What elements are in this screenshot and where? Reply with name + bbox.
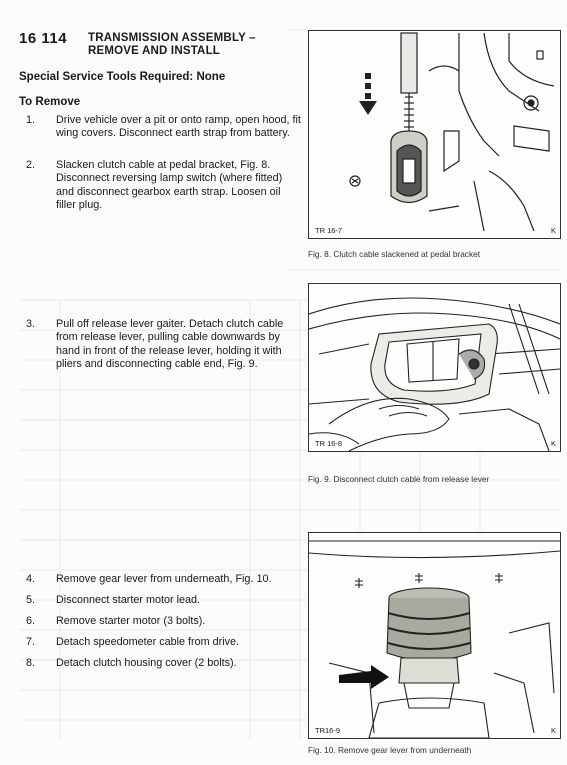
step-number: 7. bbox=[26, 636, 36, 648]
section-title: TRANSMISSION ASSEMBLY – REMOVE AND INSTALL bbox=[88, 32, 256, 57]
figure-9-caption: Fig. 9. Disconnect clutch cable from release lever bbox=[308, 474, 490, 484]
step-text: Detach speedometer cable from drive. bbox=[56, 636, 240, 648]
step-text: Pull off release lever gaiter. Detach clutch cable from release lever, pulling cable downwards by hand in front of the release lever, holding it with pliers and disconnecting cable end, Fig. 9. bbox=[56, 318, 284, 371]
step-number: 2. bbox=[26, 159, 36, 171]
figure-8-caption: Fig. 8. Clutch cable slackened at pedal bracket bbox=[308, 249, 481, 259]
figure-code: TR 16-7 bbox=[315, 226, 343, 235]
figure-10-caption: Fig. 10. Remove gear lever from underneath bbox=[308, 745, 472, 755]
step-number: 1. bbox=[26, 114, 36, 126]
figure-code: TR 16-8 bbox=[315, 439, 343, 448]
gear-lever-drawing bbox=[309, 533, 560, 738]
to-remove-subheading: To Remove bbox=[19, 96, 81, 108]
clutch-cable-drawing bbox=[309, 31, 560, 238]
step-text: Detach clutch housing cover (2 bolts). bbox=[56, 657, 237, 669]
step-text: Remove gear lever from underneath, Fig. 10. bbox=[56, 573, 272, 585]
figure-8-illustration bbox=[308, 30, 561, 239]
figure-code: TR16-9 bbox=[315, 726, 341, 735]
step-number: 6. bbox=[26, 615, 36, 627]
special-tools-line: Special Service Tools Required: None bbox=[19, 71, 226, 83]
step-number: 4. bbox=[26, 573, 36, 585]
figure-corner-mark: K bbox=[550, 726, 556, 735]
step-text: Drive vehicle over a pit or onto ramp, open hood, fit wing covers. Disconnect earth strap from battery. bbox=[56, 114, 301, 140]
section-number: 16 114 bbox=[19, 30, 68, 47]
step-number: 5. bbox=[26, 594, 36, 606]
step-text: Disconnect starter motor lead. bbox=[56, 594, 201, 606]
figure-10-illustration bbox=[308, 532, 561, 739]
figure-corner-mark: K bbox=[550, 226, 556, 235]
step-number: 3. bbox=[26, 318, 36, 330]
step-text: Remove starter motor (3 bolts). bbox=[56, 615, 206, 627]
release-lever-drawing bbox=[309, 284, 560, 451]
step-text: Slacken clutch cable at pedal bracket, Fig. 8. Disconnect reversing lamp switch (where fitted) and disconnect gearbox earth strap. Loosen oil filler plug. bbox=[56, 159, 283, 212]
figure-9-illustration bbox=[308, 283, 561, 452]
step-number: 8. bbox=[26, 657, 36, 669]
figure-corner-mark: K bbox=[550, 439, 556, 448]
